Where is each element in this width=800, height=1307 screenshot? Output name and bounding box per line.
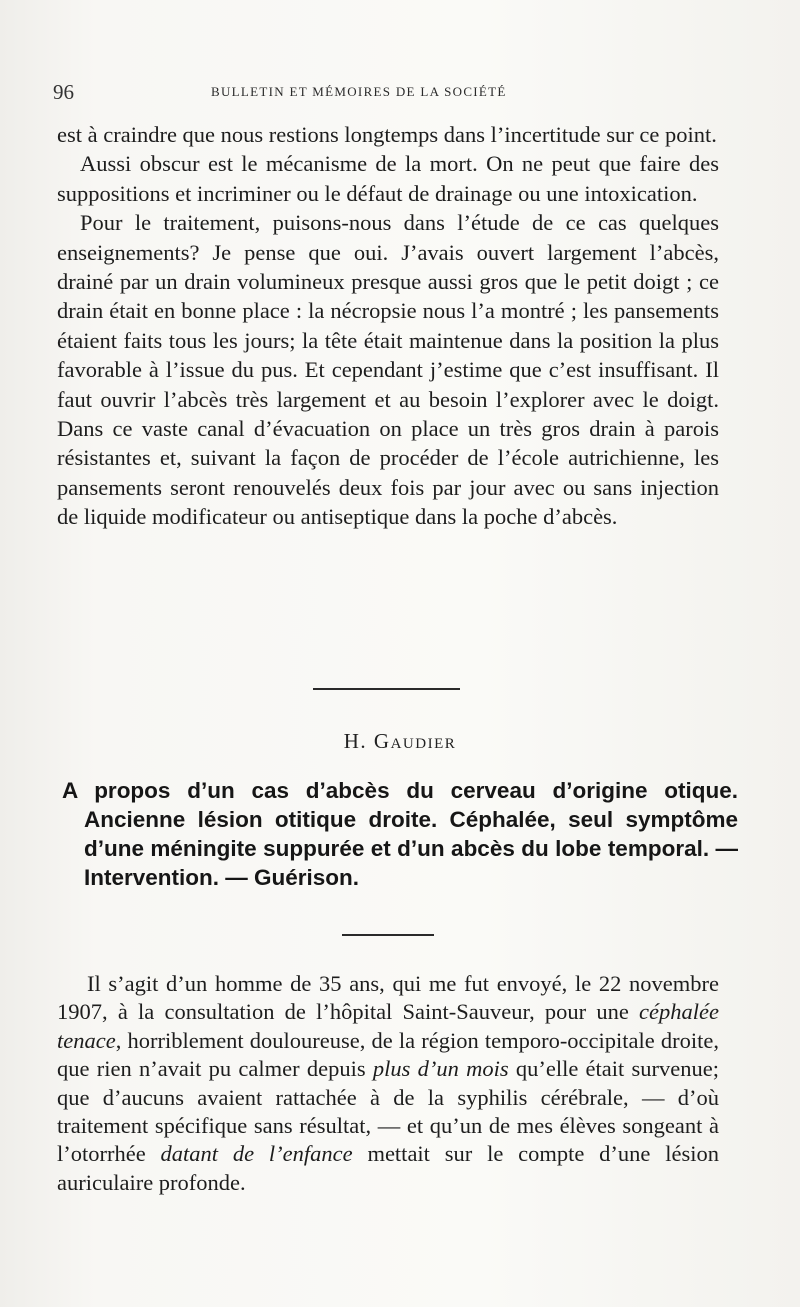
italic-run: plus d’un mois xyxy=(372,1056,509,1082)
text-run: mettait sur le compte d’une lésion auriculaire profonde. xyxy=(57,1141,719,1195)
text-run: , horriblement douloureuse, de la région temporo-occipitale droite, que rien n’avait pu calmer depuis xyxy=(57,1027,719,1082)
author-surname-rest: audier xyxy=(390,729,457,753)
paragraph: est à craindre que nous restions longtemps dans l’incertitude sur ce point. xyxy=(57,122,717,147)
text-run: qu’elle était survenue; que d’aucuns avaient rattachée à de la syphilis cérébrale, — d’où traitement spécifique sans résultat, — et qu’un de mes élèves songeant à l’otorrhée xyxy=(57,1056,719,1167)
running-head xyxy=(53,80,717,104)
section-2-text xyxy=(57,970,719,1197)
running-title: BULLETIN ET MÉMOIRES DE LA SOCIÉTÉ xyxy=(211,84,507,99)
page-number: 96 xyxy=(53,80,74,104)
author-initial: H. G xyxy=(343,729,391,753)
section-1-text xyxy=(57,120,719,532)
italic-run: datant de l’enfance xyxy=(160,1141,353,1167)
paragraph: Pour le traitement, puisons-nous dans l’étude de ce cas quelques enseignements? Je pense que oui. J’avais ouvert largement l’abcès, drainé par un drain volumineux presque aussi gros que le petit doigt ; ce drain était en bonne place : la nécropsie nous l’a montré ; les pansements étaient faits tous les jours; la tête était maintenue dans la position la plus favorable à l’issue du pus. Et cependant j’estime que c’est insuffisant. Il faut ouvrir l’abcès très largement et au besoin l’explorer avec le doigt. Dans ce vaste canal d’évacuation on place un très gros drain à parois résistantes et, suivant la façon de procéder de l’école autrichienne, les pansements seront renouvelés deux fois par jour avec ou sans injection de liquide modificateur ou antiseptique dans la poche d’abcès. xyxy=(57,210,719,530)
section-divider xyxy=(313,688,460,690)
article-title: A propos d’un cas d’abcès du cerveau d’origine otique. Ancienne lésion otitique droite. Céphalée, seul symptôme d’une méningite suppurée et d’un abcès du lobe temporal. — Intervention. — Guérison. xyxy=(62,778,738,890)
title-divider xyxy=(342,934,434,936)
paragraph: Aussi obscur est le mécanisme de la mort. On ne peut que faire des suppositions et incriminer ou le défaut de drainage ou une intoxication. xyxy=(57,151,719,206)
paragraph xyxy=(57,970,719,1197)
text-run: Il s’agit d’un homme de 35 ans, qui me fut envoyé, le 22 novembre 1907, à la consultation de l’hôpital Saint-Sauveur, pour une xyxy=(57,971,719,1025)
italic-run: céphalée tenace xyxy=(57,999,719,1053)
article-author xyxy=(0,729,800,754)
